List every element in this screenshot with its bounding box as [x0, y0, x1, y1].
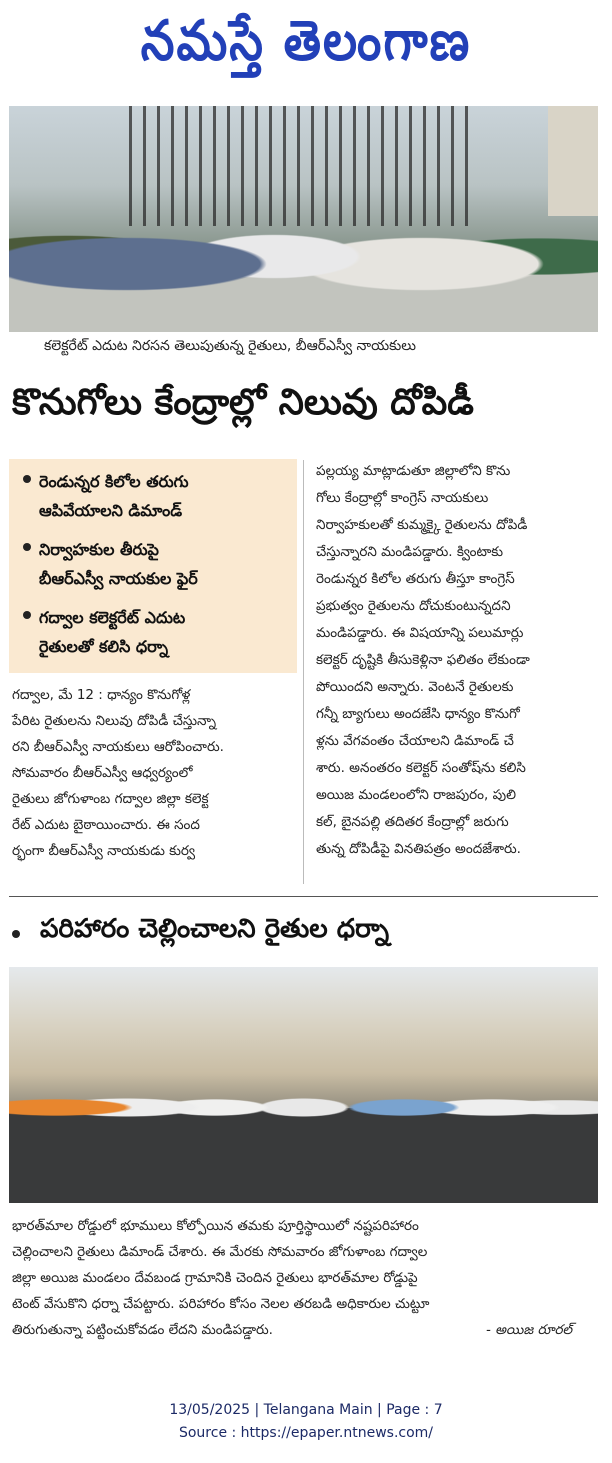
highlight-line: నిర్వాహకుల తీరుపై: [39, 540, 159, 559]
body-line: సోమవారం బీఆర్ఎస్వీ ఆధ్వర్యంలో: [12, 765, 193, 781]
story2-headline: పరిహారం చెల్లించాలని రైతుల ధర్నా: [40, 914, 389, 944]
body-line: అయిజ మండలంలోని రాజపురం, పులి: [316, 787, 516, 803]
dharna-photo: [9, 967, 598, 1203]
section-divider: [9, 896, 598, 897]
column-divider: [303, 460, 304, 884]
footer-date-line: 13/05/2025 | Telangana Main | Page : 7: [169, 1402, 443, 1418]
body-line: ప్రభుత్వం రైతులను దోచుకుంటున్నదని: [316, 598, 511, 614]
protest-photo: [9, 106, 598, 332]
highlight-line: బీఆర్ఎస్వీ నాయకుల ఫైర్: [39, 569, 198, 588]
highlight-item: [23, 603, 185, 661]
highlight-line: గద్వాల కలెక్టరేట్ ఎదుట: [39, 608, 186, 627]
body-line: శారు. అనంతరం కలెక్టర్ సంతోష్‌ను కలిసి: [316, 760, 526, 776]
masthead-title: నమస్తే తెలంగాణ: [140, 8, 472, 74]
bullet-icon: [12, 930, 20, 938]
masthead: [0, 8, 612, 88]
bullet-icon: [23, 543, 31, 551]
body-line: నిర్వాహకులతో కుమ్మక్కై రైతులను దోపిడీ: [316, 517, 528, 533]
main-headline: కొనుగోలు కేంద్రాల్లో నిలువు దోపిడీ: [12, 382, 474, 423]
body-line: రైతులు జోగుళాంబ గద్వాల జిల్లా కలెక్ట: [12, 791, 209, 807]
body-line: పోయిందని అన్నారు. వెంటనే రైతులకు: [316, 679, 514, 695]
highlight-line: రైతులతో కలిసి ధర్నా: [39, 637, 169, 656]
body-line: గోలు కేంద్రాల్లో కాంగ్రెస్ నాయకులు: [316, 490, 489, 506]
body-line: పల్లయ్య మాట్లాడుతూ జిల్లాలోని కొను: [316, 463, 511, 479]
body-line: ర్భంగా బీఆర్ఎస్వీ నాయకుడు కుర్వ: [12, 843, 196, 859]
body-line: చేస్తున్నారని మండిపడ్డారు. క్వింటాకు: [316, 544, 504, 560]
body-line: జిల్లా అయిజ మండలం దేవబండ గ్రామానికి చెందిన రైతులు భారత్‌మాల రోడ్డుపై: [12, 1270, 418, 1286]
bullet-icon: [23, 475, 31, 483]
body-line: గద్వాల, మే 12 : ధాన్యం కొనుగోళ్ల: [12, 687, 191, 703]
body-line: రని బీఆర్ఎస్వీ నాయకులు ఆరోపించారు.: [12, 739, 224, 755]
body-line: పేరిట రైతులను నిలువు దోపిడీ చేస్తున్నా: [12, 713, 216, 729]
body-line: భారత్‌మాల రోడ్డులో భూములు కోల్పోయిన తమకు పూర్తిస్థాయిలో నష్టపరిహారం: [12, 1218, 419, 1234]
body-line: తిరుగుతున్నా పట్టించుకోవడం లేదని మండిపడ్డారు.: [12, 1322, 273, 1338]
body-line: రేట్ ఎదుట బైఠాయించారు. ఈ సంద: [12, 817, 200, 833]
body-line: గన్నీ బ్యాగులు అందజేసి ధాన్యం కొనుగో: [316, 706, 520, 722]
body-line: టెంట్ వేసుకొని ధర్నా చేపట్టారు. పరిహారం కోసం నెలల తరబడి అధికారుల చుట్టూ: [12, 1296, 430, 1312]
body-line: ళ్లను వేగవంతం చేయాలని డిమాండ్ చే: [316, 733, 514, 749]
body-line: కల్, బైనపల్లి తదితర కేంద్రాల్లో జరుగు: [316, 814, 509, 830]
highlights-box: [9, 459, 297, 673]
footer-source-line: Source : https://epaper.ntnews.com/: [178, 1425, 434, 1441]
body-line: మండిపడ్డారు. ఈ విషయాన్ని పలుమార్లు: [316, 625, 524, 641]
photo-caption: కలెక్టరేట్ ఎదుట నిరసన తెలుపుతున్న రైతులు, బీఆర్ఎస్వీ నాయకులు: [44, 338, 417, 354]
highlight-item: [23, 535, 198, 593]
body-line: కలెక్టర్ దృష్టికి తీసుకెళ్లినా ఫలితం లేకుండా: [316, 652, 530, 668]
body-line: తున్న దోపిడీపై వినతిపత్రం అందజేశారు.: [316, 841, 521, 857]
bullet-icon: [23, 611, 31, 619]
byline: - అయిజ రూరల్: [486, 1322, 573, 1338]
body-line: చెల్లించాలని రైతులు డిమాండ్ చేశారు. ఈ మేరకు సోమవారం జోగుళాంబ గద్వాల: [12, 1244, 428, 1260]
highlight-line: ఆపివేయాలని డిమాండ్: [39, 501, 183, 520]
body-line: రెండున్నర కిలోల తరుగు తీస్తూ కాంగ్రెస్: [316, 571, 515, 587]
highlight-item: [23, 467, 189, 525]
highlight-line: రెండున్నర కిలోల తరుగు: [39, 472, 189, 491]
